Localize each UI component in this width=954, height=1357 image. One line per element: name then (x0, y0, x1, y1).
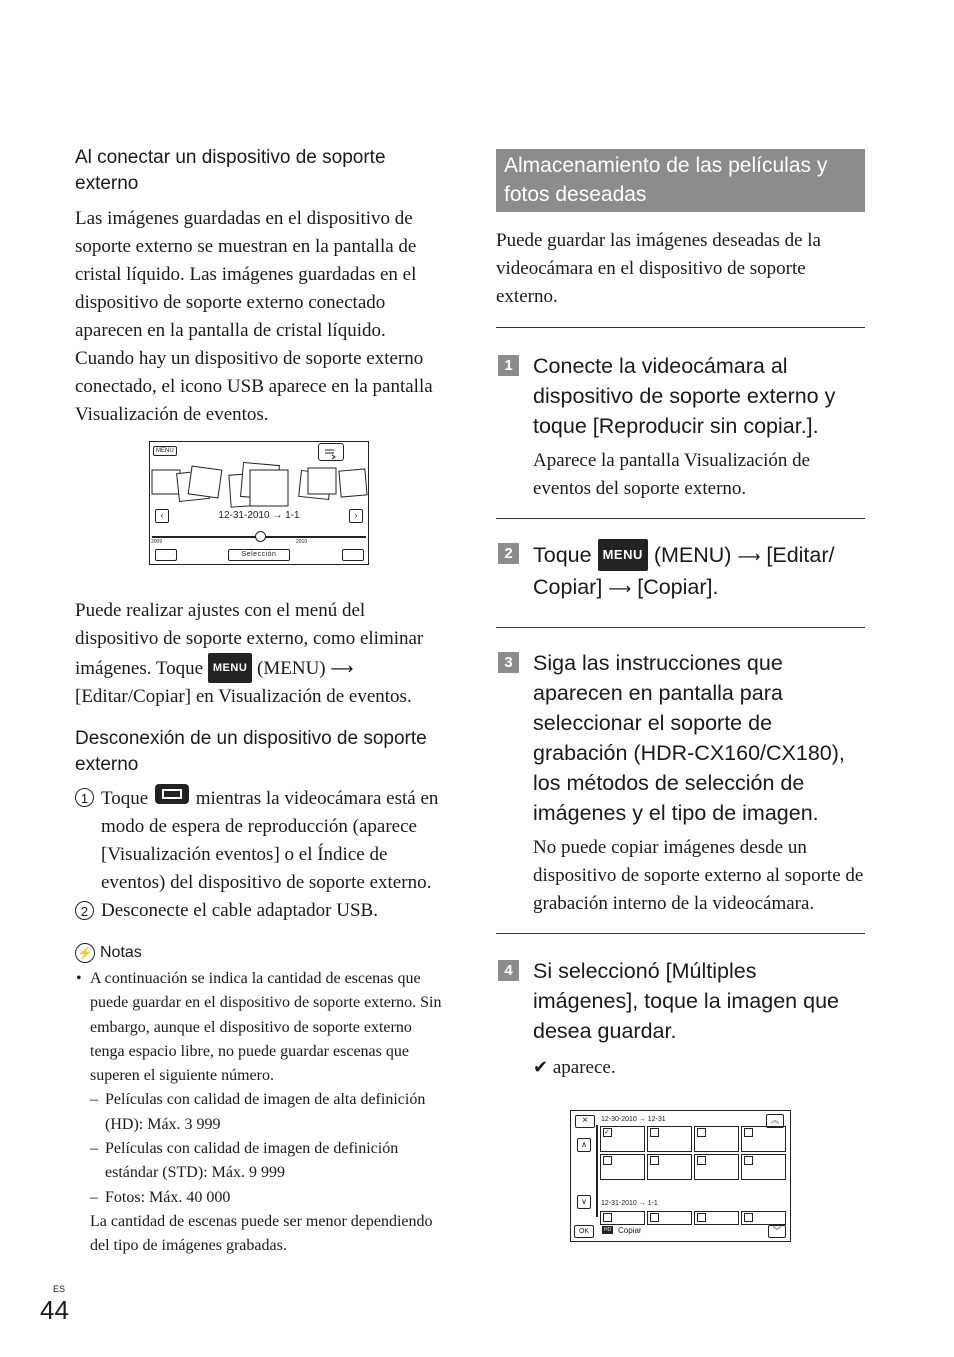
thumbnail[interactable] (694, 1211, 739, 1225)
step-text: Toque (101, 788, 149, 809)
notes-end: La cantidad de escenas puede ser menor dependiendo del tipo de imágenes grabadas. (90, 1212, 433, 1255)
copy-label: Copiar (618, 1226, 642, 1235)
step-subtext-text: aparece. (552, 1057, 616, 1078)
notes-warning-icon: ⚡ (75, 943, 95, 963)
step-number-badge: 2 (498, 543, 519, 564)
checkbox-icon[interactable] (603, 1213, 612, 1222)
year-left-label: 2009 (151, 539, 163, 545)
step-subtext: No puede copiar imágenes desde un dispositivo de soporte externo al soporte de grabación interno de la videocámara. (533, 837, 864, 914)
step-text: Siga las instrucciones que aparecen en pantalla para seleccionar el soporte de grabación (HDR-CX160/CX180), los métodos de selección de imágenes y el tipo de imagen. (533, 651, 845, 825)
image-select-screen (570, 1110, 791, 1242)
section-body-connect: Las imágenes guardadas en el dispositivo de soporte externo se muestran en la pantalla de cristal líquido. Las imágenes guardadas en el dispositivo de soporte externo conectado aparecen en la pantalla de cristal líquido. Cuando hay un dispositivo de soporte externo conectado, el icono USB aparece en la pantalla Visualización de eventos. (75, 208, 433, 425)
scrollbar[interactable] (596, 1125, 598, 1217)
event-view-screen-figure (75, 441, 445, 601)
scroll-up-icon[interactable]: ∧ (577, 1138, 591, 1152)
notes-heading (75, 943, 445, 963)
timeline-slider-handle[interactable] (255, 531, 266, 542)
step-text: Si seleccionó [Múltiples imágenes], toque la imagen que desea guardar. (533, 959, 839, 1043)
step-number: 1 (75, 788, 94, 807)
notes-title: Notas (100, 944, 142, 961)
checkmark-icon: ✔ (533, 1057, 549, 1078)
disconnect-step-2 (75, 897, 445, 925)
disconnect-steps (75, 784, 445, 925)
section-title-save: Almacenamiento de las películas y fotos deseadas (496, 149, 865, 212)
checkbox-icon[interactable] (744, 1156, 753, 1165)
notes-dash-item: – Películas con calidad de imagen de alta definición (HD): Máx. 3 999 (90, 1091, 426, 1133)
thumbnail[interactable] (741, 1154, 786, 1180)
menu-button[interactable]: MENU (153, 446, 177, 456)
arrow-icon: ⟶ (737, 547, 761, 566)
group-date-1: 12-30-2010 → 12-31 (601, 1116, 666, 1123)
step-number-badge: 4 (498, 960, 519, 981)
checkbox-icon[interactable] (650, 1156, 659, 1165)
step-number-badge: 1 (498, 355, 519, 376)
save-step-1 (496, 351, 865, 503)
view-switch-icon[interactable] (342, 549, 364, 561)
event-date-range: 12-31-2010 → 1-1 (218, 510, 300, 521)
prev-arrow-icon[interactable]: ‹ (155, 509, 169, 523)
thumbnail[interactable] (600, 1126, 645, 1152)
hd-icon: HD (604, 1227, 612, 1233)
disconnect-step-1 (75, 784, 445, 897)
divider (496, 327, 865, 328)
save-step-4 (496, 956, 865, 1082)
step-text-part: Toque (533, 543, 592, 567)
close-icon[interactable]: × (575, 1115, 595, 1128)
step-subtext: Aparece la pantalla Visualización de eventos del soporte externo. (533, 450, 811, 499)
save-intro: Puede guardar las imágenes deseadas de la videocámara en el dispositivo de soporte externo. (496, 230, 821, 307)
section-title-disconnect: Desconexión de un dispositivo de soporte externo (75, 728, 427, 775)
thumbnail-grid-1 (600, 1126, 786, 1180)
checkbox-icon[interactable] (697, 1128, 706, 1137)
notes-list (75, 967, 445, 1259)
checkbox-checked-icon[interactable]: ✓ (603, 1128, 612, 1137)
save-step-3 (496, 648, 865, 918)
thumbnail[interactable] (694, 1126, 739, 1152)
step-text-part: [Copiar]. (637, 575, 719, 599)
menu-instruction-text-b: (MENU) (257, 658, 326, 679)
thumbnail[interactable] (694, 1154, 739, 1180)
step-subtext (533, 1054, 865, 1082)
divider (496, 518, 865, 519)
step-text: mientras la videocámara está en modo de espera de reproducción (aparece [Visualización eventos] o el Índice de eventos) del dispositivo de soporte externo. (101, 788, 439, 893)
checkbox-icon[interactable] (697, 1156, 706, 1165)
menu-icon: MENU (598, 539, 648, 571)
checkbox-icon[interactable] (650, 1213, 659, 1222)
menu-instruction-text-a: Puede realizar ajustes con el menú del dispositivo de soporte externo, como eliminar imágenes. Toque (75, 600, 424, 679)
scroll-down-icon[interactable]: ∨ (577, 1195, 591, 1209)
step-number-badge: 3 (498, 652, 519, 673)
checkbox-icon[interactable] (744, 1128, 753, 1137)
ok-button[interactable]: OK (574, 1225, 594, 1238)
scroll-top-icon[interactable]: ︽ (766, 1114, 784, 1128)
checkbox-icon[interactable] (744, 1213, 753, 1222)
step-text-part: [Editar/ (766, 543, 835, 567)
step-text (533, 539, 865, 604)
next-arrow-icon[interactable]: › (349, 509, 363, 523)
divider (496, 933, 865, 934)
usb-icon[interactable] (318, 443, 344, 461)
menu-instruction-text-c: [Editar/Copiar] en Visualización de eventos. (75, 686, 412, 707)
notes-dash-item: – Fotos: Máx. 40 000 (90, 1188, 231, 1206)
menu-icon: MENU (208, 653, 252, 683)
notes-dash-item: – Películas con calidad de imagen de definición estándar (STD): Máx. 9 999 (90, 1140, 399, 1182)
thumbnail[interactable] (600, 1154, 645, 1180)
year-right-label: 2010 (296, 539, 308, 545)
notes-bullet: • A continuación se indica la cantidad de escenas que puede guardar en el dispositivo de soporte externo. Sin embargo, aunque el dispositivo de soporte externo tenga espacio libre, no puede guardar escenas que superen el siguiente número. (75, 967, 445, 1088)
language-code: ES (53, 1284, 66, 1294)
thumbnail[interactable] (647, 1126, 692, 1152)
left-column (75, 145, 445, 1259)
right-column (496, 149, 865, 1082)
thumbnail[interactable] (647, 1154, 692, 1180)
step-number: 2 (75, 901, 94, 920)
thumbnail[interactable] (741, 1211, 786, 1225)
selection-button[interactable]: Selección (228, 549, 290, 561)
playback-mode-icon[interactable] (155, 549, 177, 561)
arrow-icon: ⟶ (608, 579, 632, 598)
checkbox-icon[interactable] (603, 1156, 612, 1165)
page-number: 44 (40, 1295, 69, 1325)
checkbox-icon[interactable] (650, 1128, 659, 1137)
divider (496, 627, 865, 628)
step-text-part: (MENU) (653, 543, 732, 567)
group-date-2: 12-31-2010 → 1-1 (601, 1200, 658, 1207)
save-step-2 (496, 539, 865, 604)
step-text: Desconecte el cable adaptador USB. (101, 900, 378, 921)
return-event-view-icon (153, 784, 191, 806)
thumbnail-grid-2 (600, 1211, 786, 1225)
arrow-icon: ⟶ (330, 659, 354, 678)
scroll-bottom-icon[interactable]: ︾ (768, 1225, 786, 1238)
menu-instruction-paragraph (75, 597, 445, 711)
event-view-screen (149, 441, 369, 565)
section-title-connect: Al conectar un dispositivo de soporte externo (75, 147, 386, 194)
step-text-part: Copiar] (533, 575, 603, 599)
step-text: Conecte la videocámara al dispositivo de soporte externo y toque [Reproducir sin copiar.]. (533, 354, 836, 438)
thumbnail[interactable] (741, 1126, 786, 1152)
checkbox-icon[interactable] (697, 1213, 706, 1222)
thumbnail[interactable] (600, 1211, 645, 1225)
thumbnail[interactable] (647, 1211, 692, 1225)
thumbnail-stack-icon (150, 460, 368, 510)
